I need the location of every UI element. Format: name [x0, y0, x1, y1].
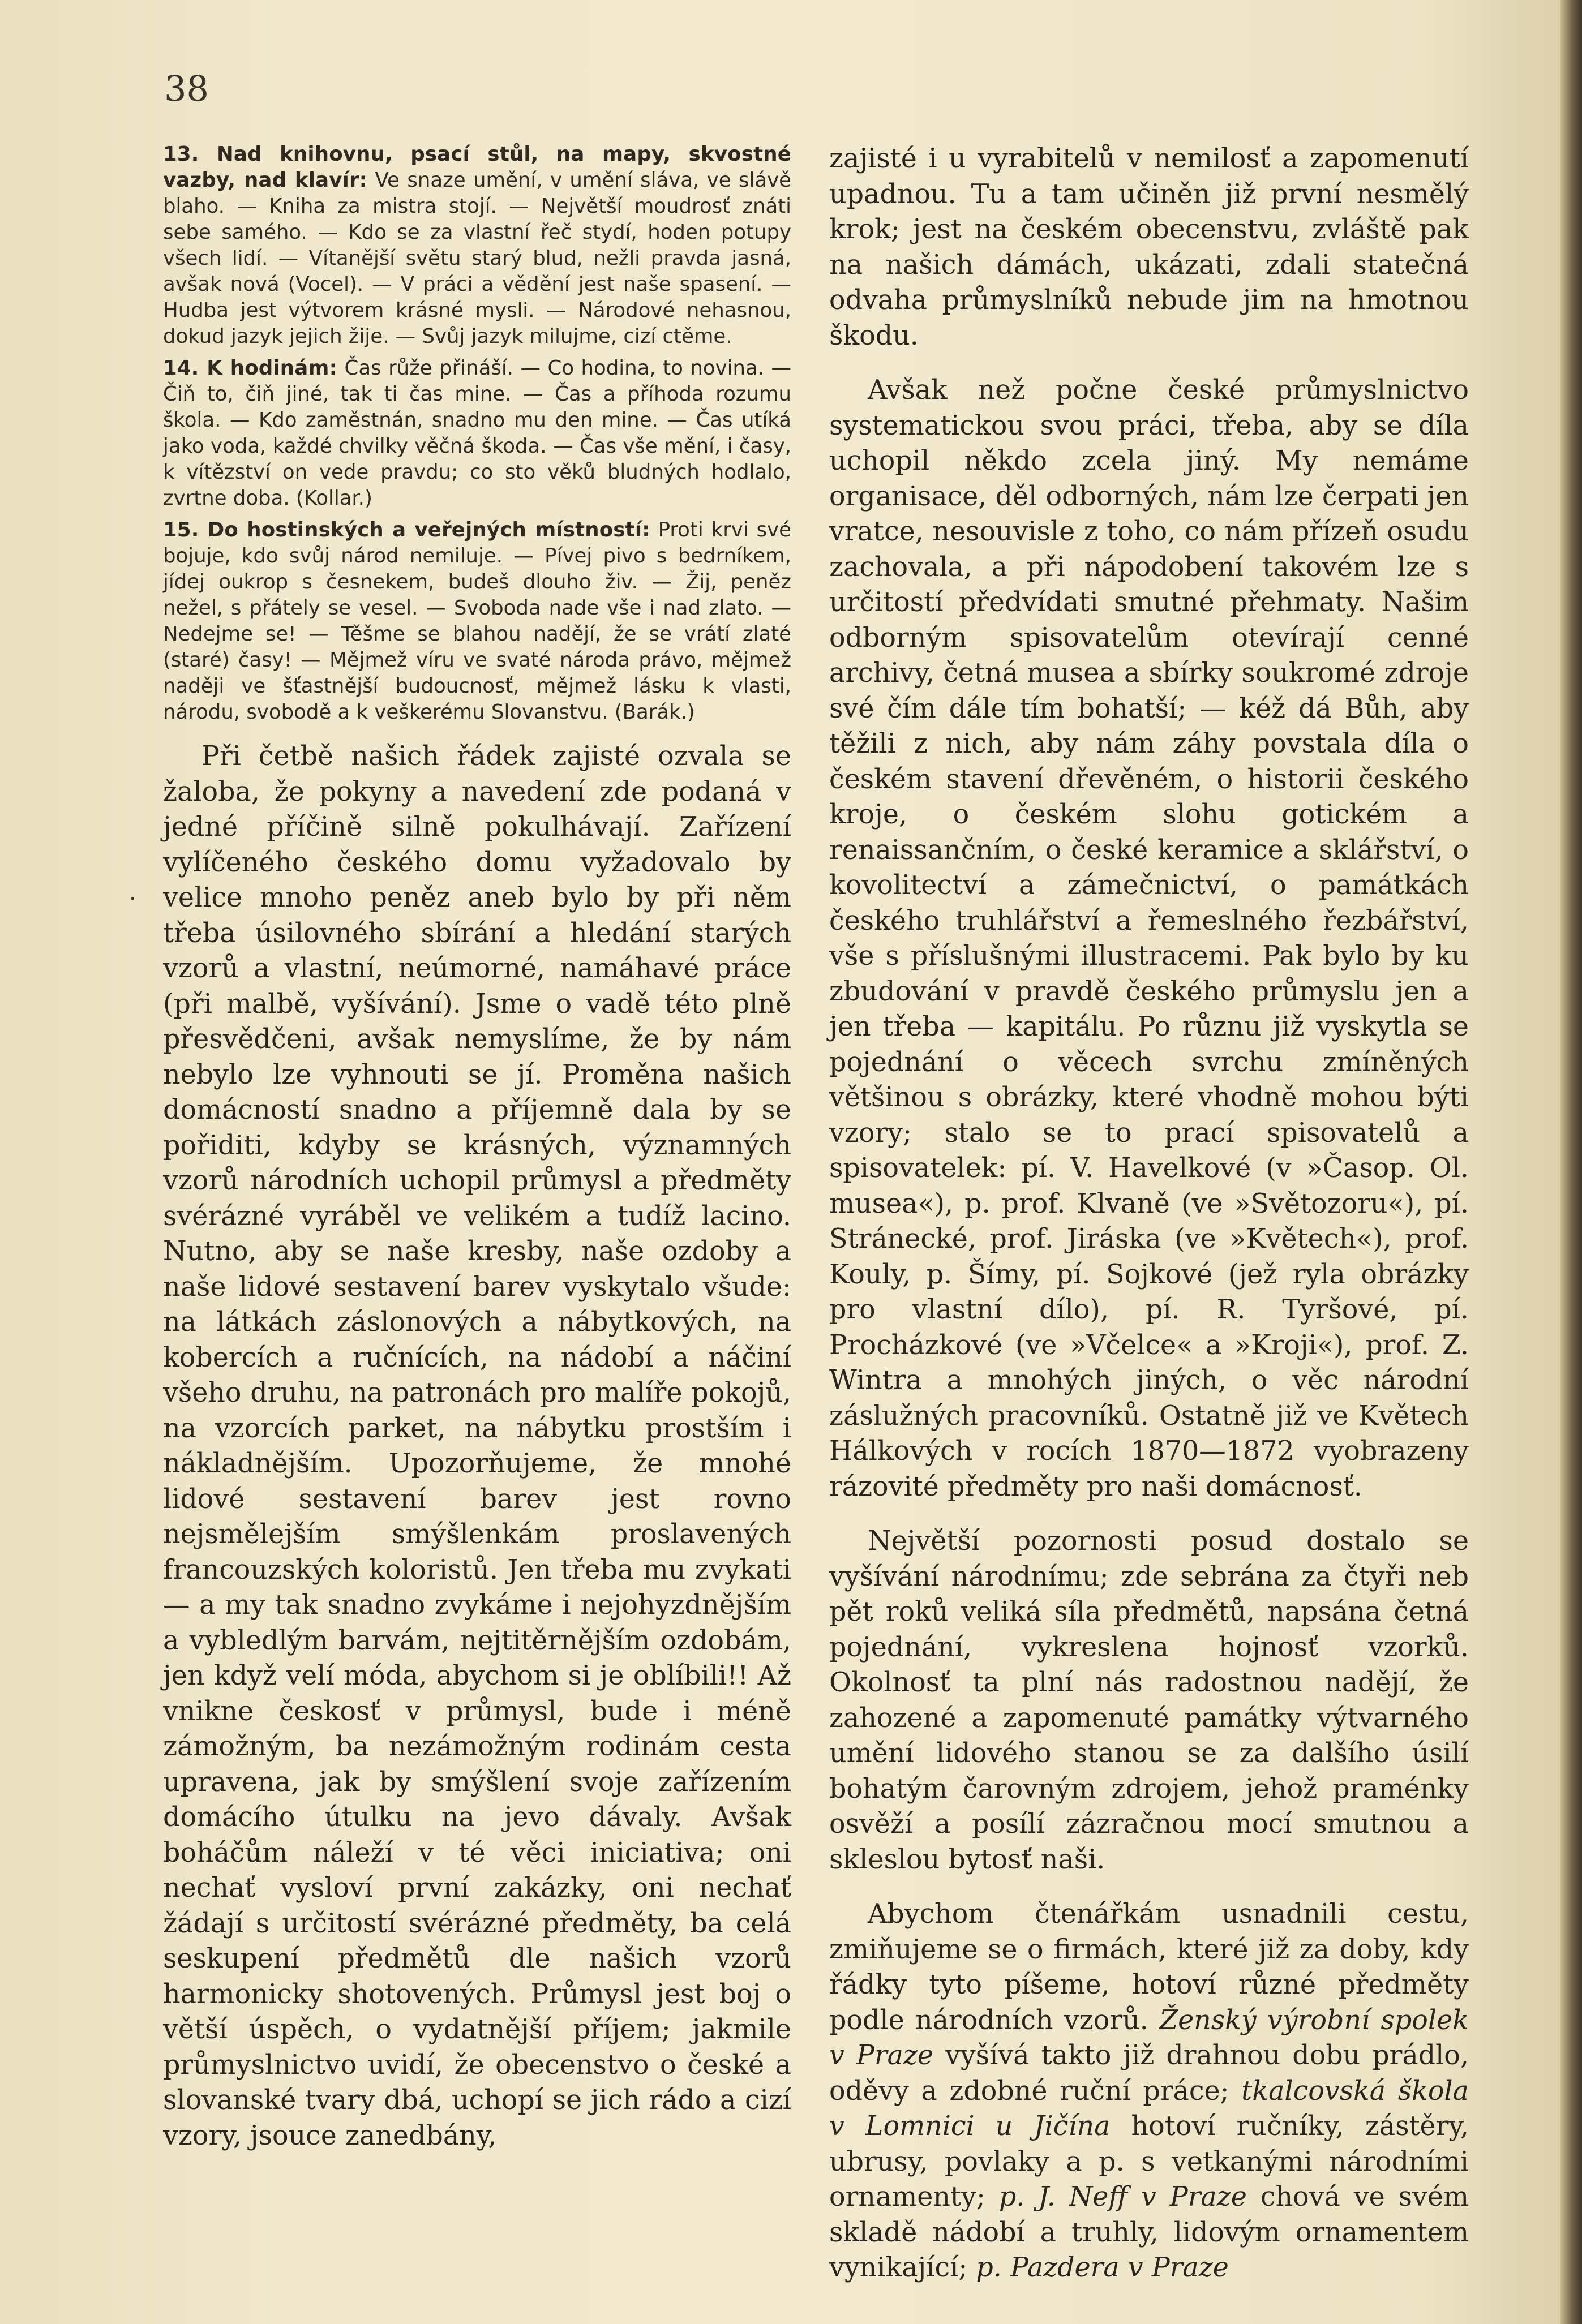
firm-3-description: chová ve svém skladě nádobí a truhly, lidovým ornamentem vynikající; — [829, 2181, 1469, 2283]
firm-neff: p. J. Neff v Praze — [998, 2181, 1247, 2213]
left-column — [163, 141, 791, 2173]
body-paragraph: Při četbě našich řádek zajisté ozvala se žaloba, že pokyny a navedení zde podaná v jedné příčině silně pokulhávají. Zařízení vylíčeného českého domu vyžadovalo by velice mnoho peněz aneb bylo by při něm třeba úsilovného sbírání a hledání starých vzorů a vlastní, neúmorné, namáhavé práce (při malbě, vyšívání). Jsme o vadě této plně přesvědčeni, avšak nemyslíme, že by nám nebylo lze vyhnouti se jí. Proměna našich domácností snadno a příjemně dala by se pořiditi, kdyby se krásných, významných vzorů národních uchopil průmysl a předměty svérázné vyráběl ve velikém a tudíž lacino. Nutno, aby se naše kresby, naše ozdoby a naše lidové sestavení barev vyskytalo všude: na látkách záslonových a nábytkových, na kobercích a ručnících, na nádobí a náčiní všeho druhu, na patronách pro malíře pokojů, na vzorcích parket, na nábytku prostším i nákladnějším. Upozorňujeme, že mnohé lidové sestavení barev jest rovno nejsmělejším smýšlenkám proslavených francouzských koloristů. Jen třeba mu zvykati — a my tak snadno zvykáme i nejohyzdnějším a vybledlým barvám, nejtitěrnějším ozdobám, jen když velí móda, abychom si je oblíbili!! Až vnikne českosť v průmysl, bude i méně zámožným, ba nezámožným rodinám cesta upravena, jak by smýšlení svoje zařízením domácího útulku na jevo dávaly. Avšak boháčům náleží v té věci iniciativa; oni nechať vysloví první zakázky, oni nechať žádají s určitostí svérázné předměty, ba celá seskupení předmětů dle našich vzorů harmonicky shotovených. Průmysl jest boj o větší úspěch, o vydatnější příjem; jakmile průmyslnictvo uvidí, že obecenstvo o české a slovanské tvary dbá, uchopí se jich rádo a cizí vzory, jsouce zanedbány, — [163, 741, 791, 2151]
section-13-text: Ve snaze umění, v umění sláva, ve slávě blaho. — Kniha za mistra stojí. — Největší moudrosť znáti sebe samého. — Kdo se za vlastní řeč stydí, hoden potupy všech lidí. — Vítanější světu starý blud, nežli pravda jasná, avšak nová (Vocel). — V práci a vědění jest naše spasení. — Hudba jest výtvorem krásné mysli. — Národové nehasnou, dokud jazyk jejich žije. — Svůj jazyk milujme, cizí ctěme. — [163, 169, 792, 348]
section-14-heading: 14. K hodinám: — [163, 356, 338, 380]
right-paragraph-3: Největší pozornosti posud dostalo se vyšívání národnímu; zde sebrána za čtyři neb pět roků veliká síla předmětů, napsána četná pojednání, vykreslena hojnosť vzorků. Okolnosť ta plní nás radostnou nadějí, že zahozené a zapomenuté památky výtvarného umění lidového stanou se za dalšího úsilí bohatým čarovným zdrojem, jehož praménky osvěží a posílí zázračnou mocí smutnou a skleslou bytosť naši. — [829, 1526, 1469, 1875]
right-column — [829, 141, 1469, 2305]
section-13 — [163, 141, 791, 350]
margin-mark: · — [129, 886, 136, 912]
right-paragraph-1: zajisté i u vyrabitelů v nemilosť a zapomenutí upadnou. Tu a tam učiněn již první nesmělý krok; jest na českém obecenstvu, zvláště pak na našich dámách, ukázati, zdali statečná odvaha průmyslníků nebude jim na hmotnou škodu. — [829, 143, 1469, 351]
right-paragraph-2: Avšak než počne české průmyslnictvo systematickou svou práci, třeba, aby se díla uchopil někdo zcela jiný. My nemáme organisace, děl odborných, nám lze čerpati jen vratce, nesouvisle z toho, co nám přízeň osudu zachovala, a při nápodobení takovém lze s určitostí předvídati smutné přehmaty. Našim odborným spisovatelům otevírají cenné archivy, četná musea a sbírky soukromé zdroje své čím dále tím bohatší; — kéž dá Bůh, aby těžili z nich, aby nám záhy povstala díla o českém stavení dřevěném, o historii českého kroje, o českém slohu gotickém a renaissančním, o české keramice a sklářství, o kovolitectví a zámečnictví, o památkách českého truhlářství a řemeslného řezbářství, vše s příslušnými illustracemi. Pak bylo by ku zbudování v pravdě českého průmyslu jen a jen třeba — kapitálu. Po různu již vyskytla se pojednání o věcech svrchu zmíněných většinou s obrázky, které vhodně mohou býti vzory; stalo se to prací spisovatelů a spisovatelek: pí. V. Havelkové (v »Časop. Ol. musea«), p. prof. Klvaně (ve »Světozoru«), pí. Stránecké, prof. Jiráska (ve »Květech«), prof. Kouly, p. Šímy, pí. Sojkové (jež ryla obrázky pro vlastní dílo), pí. R. Tyršové, pí. Procházkové (ve »Včelce« a »Kroji«), prof. Z. Wintra a mnohých jiných, o věc národní záslužných pracovníků. Ostatně již ve Květech Hálkových v rocích 1870—1872 vyobrazeny rázovité předměty pro naši domácnosť. — [829, 375, 1469, 1502]
right-paragraph-4 — [829, 1897, 1469, 2286]
page-number: 38 — [164, 68, 209, 109]
section-15 — [163, 517, 791, 725]
section-15-heading: 15. Do hostinských a veřejných místností: — [163, 518, 650, 542]
firms-intro: Abychom čtenářkám usnadnili cestu, zmiňujeme se o firmách, které již za doby, kdy řádky tyto píšeme, hotoví různé předměty podle národních vzorů. — [829, 1898, 1469, 2036]
section-15-text: Proti krvi své bojuje, kdo svůj národ nemiluje. — Pívej pivo s bedrníkem, jídej oukrop s česnekem, budeš dlouho živ. — Žij, peněz nežel, s přátely se vesel. — Svoboda nade vše i nad zlato. — Nedejme se! — Těšme se blahou nadějí, že se vrátí zlaté (staré) časy! — Mějmež víru ve svaté národa právo, mějmež naději ve šťastnější budoucnosť, mějmež lásku k vlasti, národu, svobodě a k veškerému Slovanstvu. (Barák.) — [163, 518, 791, 724]
firm-pazdera: p. Pazdera v Praze — [976, 2252, 1229, 2283]
firm-1-description: vyšívá takto již drahnou dobu prádlo, oděvy a zdobné ruční práce; — [829, 2040, 1469, 2107]
section-14 — [163, 355, 791, 512]
book-spine-edge — [1560, 0, 1582, 2324]
section-14-text: Čas růže přináší. — Co hodina, to novina. — Čiň to, čiň jiné, tak ti čas mine. — Čas a příhoda rozumu škola. — Kdo zaměstnán, snadno mu den mine. — Čas utíká jako voda, každé chvilky věčná škoda. — Čas vše mění, i časy, k vítězství on vede pravdu; co sto věků bludných hodlalo, zvrtne doba. (Kollar.) — [163, 356, 791, 510]
firm-tkalcovska-skola: tkalcovská škola v Lomnici u Jičína — [829, 2075, 1469, 2142]
firm-2-description: hotoví ručníky, zástěry, ubrusy, povlaky a p. s vetkanými národními ornamenty; — [829, 2111, 1469, 2213]
section-13-heading: 13. Nad knihovnu, psací stůl, na mapy, skvostné vazby, nad klavír: — [163, 143, 791, 192]
firm-zensky-vyrobni-spolek: Ženský výrobní spolek v Praze — [829, 2004, 1469, 2071]
